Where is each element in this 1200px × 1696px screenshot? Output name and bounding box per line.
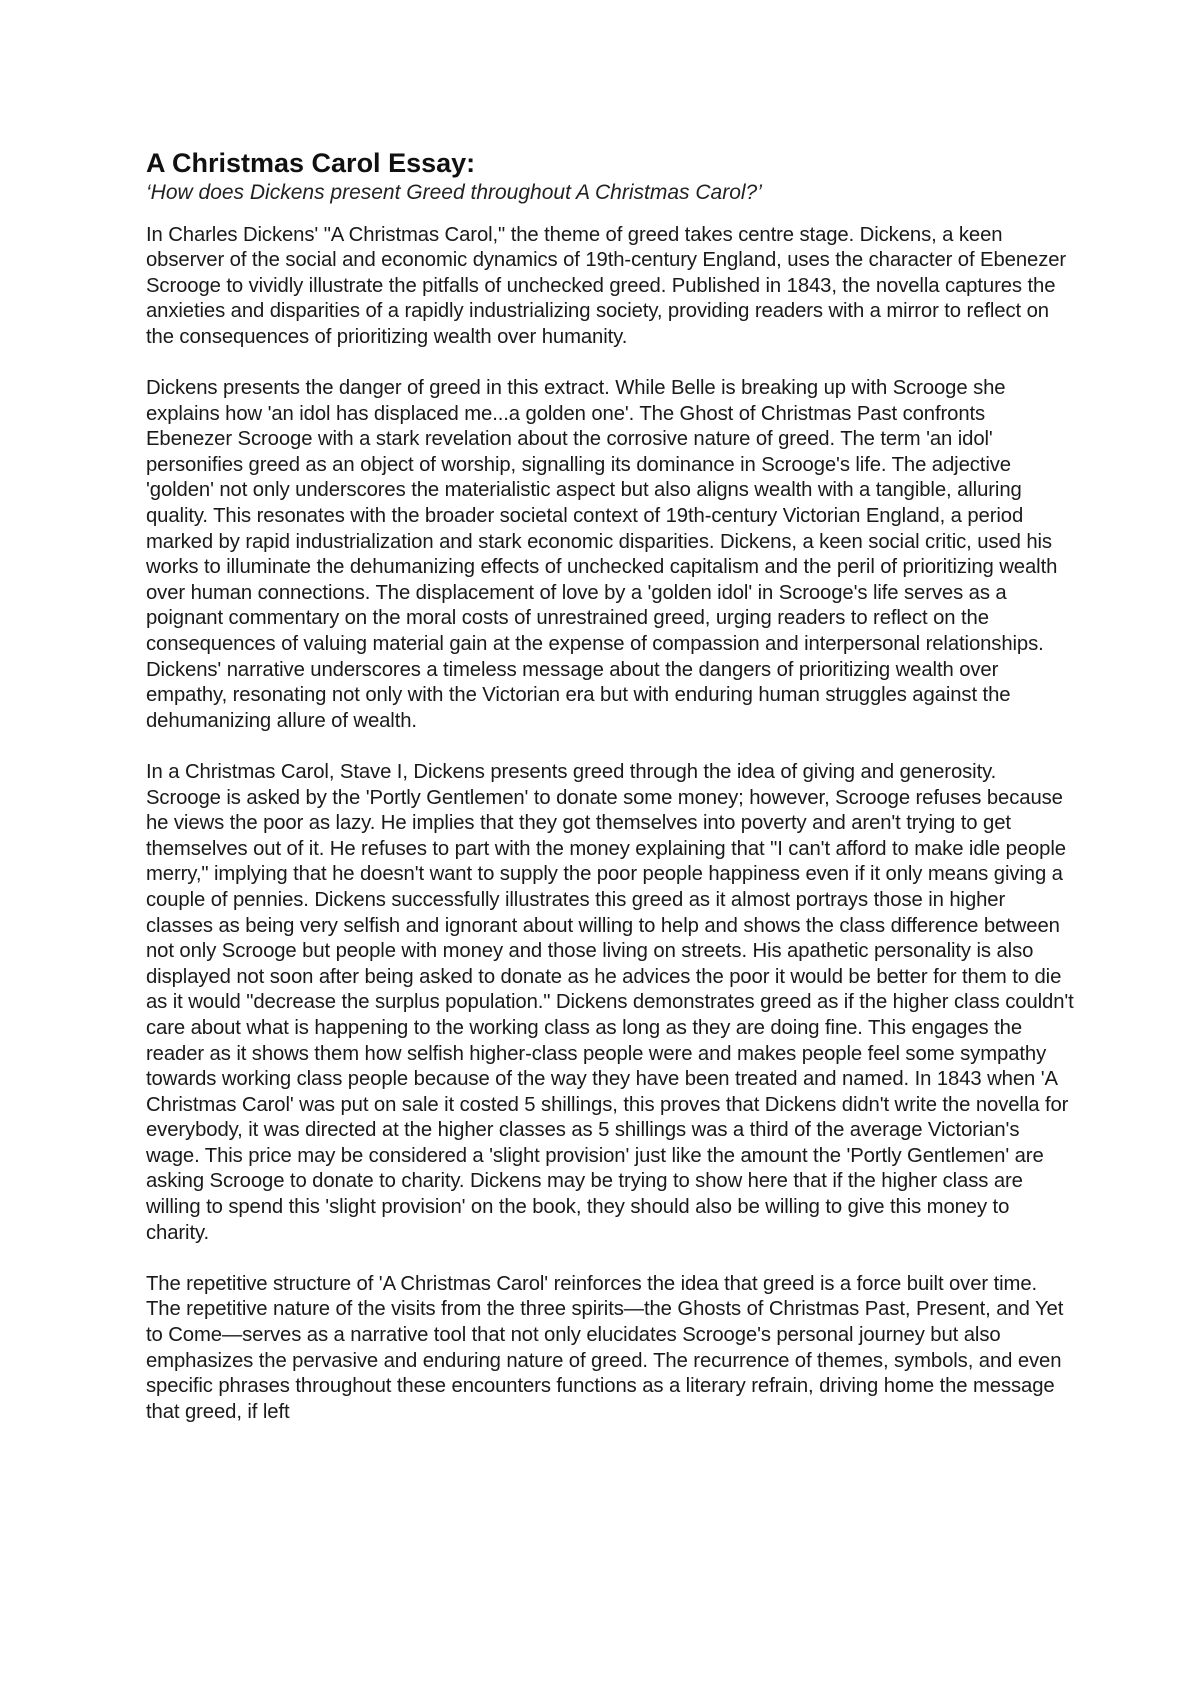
paragraph-belle-extract: Dickens presents the danger of greed in this extract. While Belle is breaking up with Scrooge she explains how 'an idol has displaced me...a golden one'. The Ghost of Christmas Past confronts Ebenezer Scrooge with a stark revelation about the corrosive nature of greed. The term 'an idol' personifies greed as an object of worship, signalling its dominance in Scrooge's life. The adjective 'golden' not only underscores the materialistic aspect but also aligns wealth with a tangible, alluring quality. This resonates with the broader societal context of 19th-century Victorian England, a period marked by rapid industrialization and stark economic disparities. Dickens, a keen social critic, used his works to illuminate the dehumanizing effects of unchecked capitalism and the peril of prioritizing wealth over human connections. The displacement of love by a 'golden idol' in Scrooge's life serves as a poignant commentary on the moral costs of unrestrained greed, urging readers to reflect on the consequences of valuing material gain at the expense of compassion and interpersonal relationships. Dickens' narrative underscores a timeless message about the dangers of prioritizing wealth over empathy, resonating not only with the Victorian era but with enduring human struggles against the dehumanizing allure of wealth.: [146, 377, 1058, 732]
paragraph-repetitive-structure: The repetitive structure of 'A Christmas Carol' reinforces the idea that greed is a force built over time. The repetitive nature of the visits from the three spirits—the Ghosts of Christmas Past, Present, and Yet to Come—serves as a narrative tool that not only elucidates Scrooge's personal journey but also emphasizes the pervasive and enduring nature of greed. The recurrence of themes, symbols, and even specific phrases throughout these encounters functions as a literary refrain, driving home the message that greed, if left: [146, 1272, 1064, 1423]
paragraph-introduction: In Charles Dickens' "A Christmas Carol," the theme of greed takes centre stage. Dickens, a keen observer of the social and economic dynamics of 19th-century England, uses the character of Ebenezer Scrooge to vividly illustrate the pitfalls of unchecked greed. Published in 1843, the novella captures the anxieties and disparities of a rapidly industrializing society, providing readers with a mirror to reflect on the consequences of prioritizing wealth over humanity.: [146, 223, 1067, 348]
document-body: [146, 146, 1076, 1451]
essay-question: ‘How does Dickens present Greed throughout A Christmas Carol?’: [146, 181, 762, 204]
essay-title: A Christmas Carol Essay:: [146, 148, 476, 178]
paragraph-stave-one: In a Christmas Carol, Stave I, Dickens presents greed through the idea of giving and generosity. Scrooge is asked by the 'Portly Gentlemen' to donate some money; however, Scrooge refuses because he views the poor as lazy. He implies that they got themselves into poverty and aren't trying to get themselves out of it. He refuses to part with the money explaining that "I can't afford to make idle people merry," implying that he doesn't want to supply the poor people happiness even if it only means giving a couple of pennies. Dickens successfully illustrates this greed as it almost portrays those in higher classes as being very selfish and ignorant about willing to help and shows the class difference between not only Scrooge but people with money and those living on streets. His apathetic personality is also displayed not soon after being asked to donate as he advices the poor it would be better for them to die as it would "decrease the surplus population." Dickens demonstrates greed as if the higher class couldn't care about what is happening to the working class as long as they are doing fine. This engages the reader as it shows them how selfish higher-class people were and makes people feel some sympathy towards working class people because of the way they have been treated and named. In 1843 when 'A Christmas Carol' was put on sale it costed 5 shillings, this proves that Dickens didn't write the novella for everybody, it was directed at the higher classes as 5 shillings was a third of the average Victorian's wage. This price may be considered a 'slight provision' just like the amount the 'Portly Gentlemen' are asking Scrooge to donate to charity. Dickens may be trying to show here that if the higher class are willing to spend this 'slight provision' on the book, they should also be willing to give this money to charity.: [146, 760, 1074, 1244]
